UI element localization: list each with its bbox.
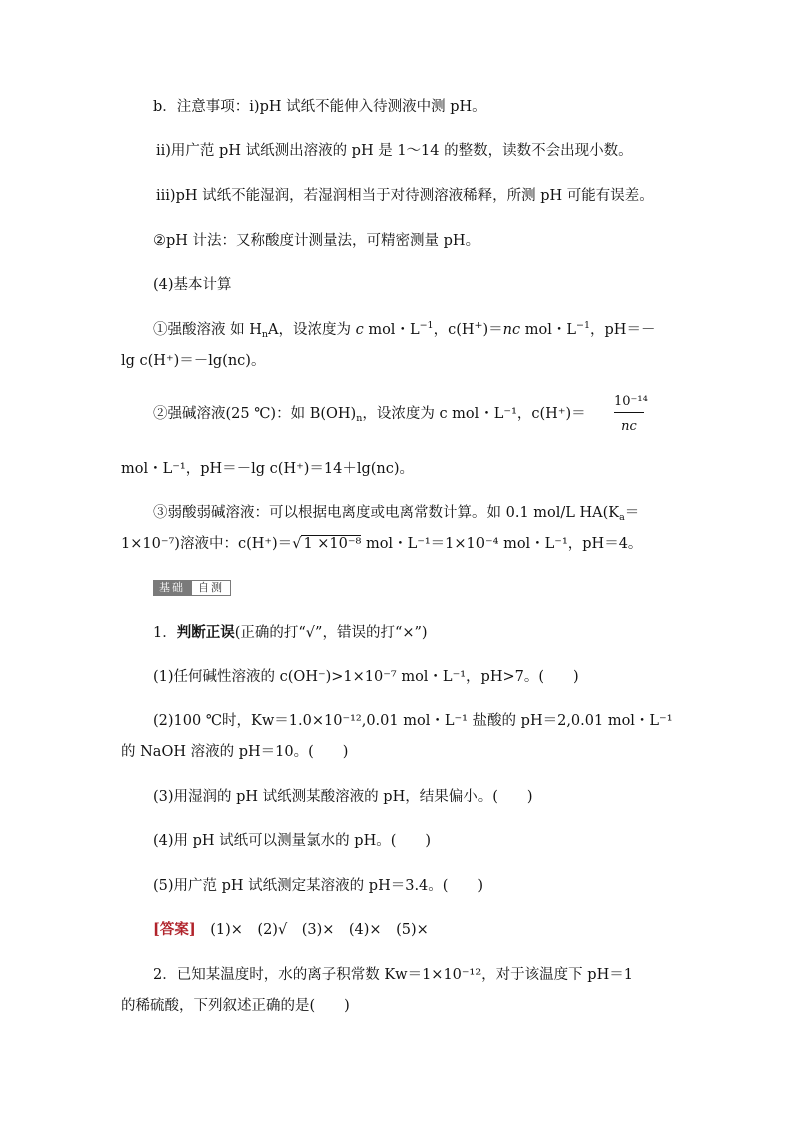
q1-item-4: (4)用 pH 试纸可以测量氯水的 pH。( ) <box>153 833 432 849</box>
q1-item-2: (2)100 ℃时，Kw＝1.0×10⁻¹²,0.01 mol・L⁻¹ 盐酸的 pH＝2,0.01 mol・L⁻¹ <box>153 713 673 729</box>
q1-item-2-cont: 的 NaOH 溶液的 pH＝10。( ) <box>121 744 349 760</box>
note-ii: ⅱ)用广范 pH 试纸测出溶液的 pH 是 1～14 的整数，读数不会出现小数。 <box>156 143 633 159</box>
badge-left: 基础 <box>153 580 191 596</box>
strong-base-line1: ②强碱溶液(25 ℃)：如 $B(OH)_n$，设浓度为 c mol・L⁻¹，c(H⁺)＝ <box>153 406 586 424</box>
q1-answer: [答案] (1)× (2)√ (3)× (4)× (5)× <box>153 921 429 938</box>
fraction-denominator: nc <box>621 419 637 434</box>
section-basic-calc: (4)基本计算 <box>153 277 232 293</box>
q1-item-3: (3)用湿润的 pH 试纸测某酸溶液的 pH，结果偏小。( ) <box>153 789 533 805</box>
sqrt-sign: √ <box>292 536 302 552</box>
weak-line2: 1×10⁻⁷)溶液中：c(H⁺)＝√ 1 ×10⁻⁸ mol・L⁻¹＝1×10⁻⁴ mol・L⁻¹，pH＝4。 <box>121 536 643 552</box>
q1-item-5: (5)用广范 pH 试纸测定某溶液的 pH＝3.4。( ) <box>153 878 484 894</box>
fraction-numerator: 10⁻¹⁴ <box>614 394 644 413</box>
badge-right: 自测 <box>191 580 231 596</box>
strong-acid-line2: lg c(H⁺)＝－lg(nc)。 <box>121 353 266 369</box>
strong-acid-line1: ①强酸溶液 如 $H_nA$，设浓度为 c mol・$L^{-1}$，c(H+)＝nc mol・$L^{-1}$，pH＝－ <box>153 320 656 340</box>
self-test-badge <box>153 580 231 596</box>
ph-meter-line: ②pH 计法：又称酸度计测量法，可精密测量 pH。 <box>153 233 481 249</box>
note-b: b．注意事项：ⅰ)pH 试纸不能伸入待测液中测 pH。 <box>153 99 487 115</box>
q2-line2: 的稀硫酸，下列叙述正确的是( ) <box>121 998 350 1014</box>
note-iii: ⅲ)pH 试纸不能湿润，若湿润相当于对待测溶液稀释，所测 pH 可能有误差。 <box>156 188 654 204</box>
q2-line1: 2．已知某温度时，水的离子积常数 Kw＝1×10⁻¹²，对于该温度下 pH＝1 <box>153 967 633 983</box>
q1-item-1: (1)任何碱性溶液的 c(OH⁻)>1×10⁻⁷ mol・L⁻¹，pH>7。( ) <box>153 669 579 685</box>
strong-base-line2: mol・L⁻¹，pH＝－lg c(H⁺)＝14＋lg(nc)。 <box>121 461 415 477</box>
fraction <box>614 394 648 435</box>
weak-line1: ③弱酸弱碱溶液：可以根据电离度或电离常数计算。如 0.1 mol/L $HA(K_a=$ <box>153 505 640 523</box>
q1-stem: 1．判断正误(正确的打“√”，错误的打“×”) <box>153 624 428 641</box>
